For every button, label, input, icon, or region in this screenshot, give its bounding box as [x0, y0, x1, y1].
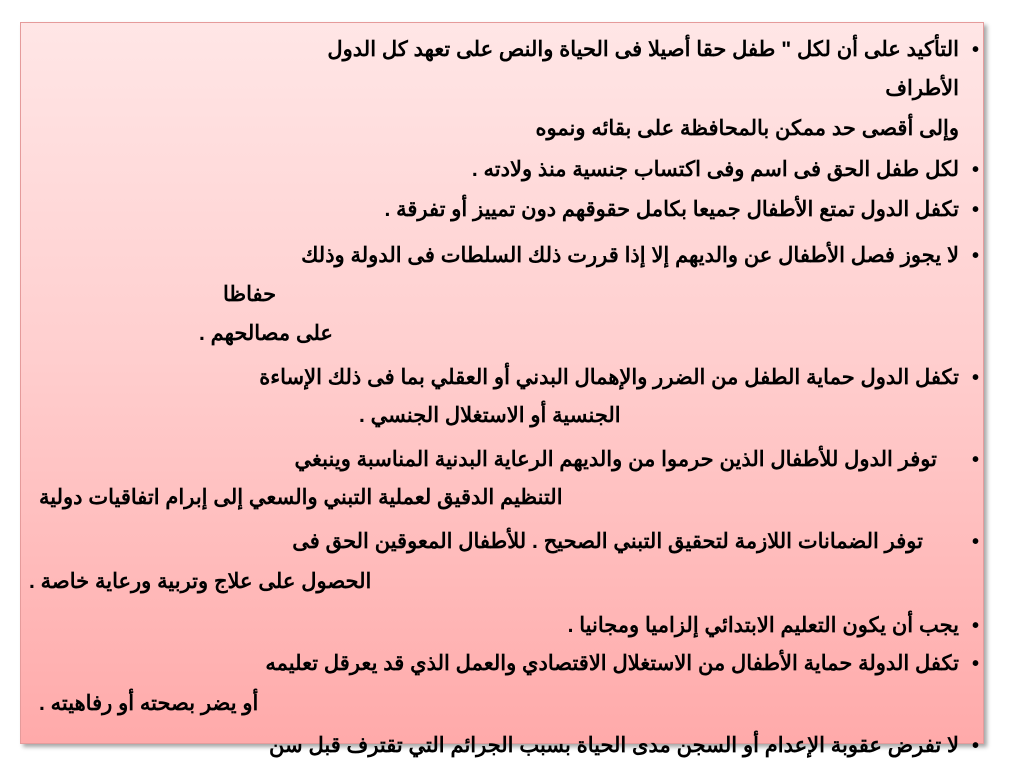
text-line-12-text: التنظيم الدقيق لعملية التبني والسعي إلى إبرام اتفاقيات دولية: [39, 486, 563, 509]
bullet-8: •: [971, 615, 979, 637]
text-line-17-text: أو يضر بصحته أو رفاهيته .: [39, 692, 259, 715]
text-line-18: لا تفرض عقوبة الإعدام أو السجن مدى الحياة بسبب الجرائم التي تقترف قبل سن: [269, 734, 959, 757]
bullet-3: •: [971, 199, 979, 221]
text-line-8-text: على مصالحهم .: [199, 322, 333, 345]
text-line-8: [31, 319, 959, 349]
bullet-9: •: [971, 653, 979, 675]
text-line-7: [31, 280, 959, 310]
text-line-12: [31, 483, 959, 513]
text-line-5: تكفل الدول تمتع الأطفال جميعا بكامل حقوقهم دون تمييز أو تفرقة .: [384, 198, 959, 221]
text-line-13: توفر الضمانات اللازمة لتحقيق التبني الصحيح . للأطفال المعوقين الحق فى: [292, 530, 923, 553]
slide-text-box: [20, 22, 984, 757]
text-line-3: وإلى أقصى حد ممكن بالمحافظة على بقائه ونموه: [535, 117, 959, 140]
text-line-14-text: الحصول على علاج وتربية ورعاية خاصة .: [29, 570, 372, 593]
bullet-7: •: [971, 531, 979, 553]
text-line-15-text: يجب أن يكون التعليم الابتدائي إلزاميا ومجانيا .: [567, 614, 959, 637]
text-line-15: [31, 611, 959, 641]
bullet-2: •: [971, 159, 979, 181]
text-line-10: [31, 401, 959, 431]
text-line-6: لا يجوز فصل الأطفال عن والديهم إلا إذا قررت ذلك السلطات فى الدولة وذلك: [301, 244, 959, 267]
text-line-7-text: حفاظا: [223, 283, 277, 306]
text-line-16: تكفل الدولة حماية الأطفال من الاستغلال الاقتصادي والعمل الذي قد يعرقل تعليمه: [265, 652, 959, 675]
text-line-17: [31, 689, 959, 719]
text-line-7-inner: [223, 280, 959, 310]
text-line-2: الأطراف: [885, 77, 959, 100]
bullet-6: •: [971, 449, 979, 471]
bullet-1: •: [971, 39, 979, 61]
text-line-1: التأكيد على أن لكل " طفل حقا أصيلا فى الحياة والنص على تعهد كل الدول: [327, 38, 959, 61]
bullet-4: •: [971, 245, 979, 267]
text-line-11: توفر الدول للأطفال الذين حرموا من والديهم الرعاية البدنية المناسبة وينبغي: [294, 448, 937, 471]
bullet-5: •: [971, 367, 979, 389]
text-line-10-text: الجنسية أو الاستغلال الجنسي .: [359, 404, 621, 427]
text-line-4: لكل طفل الحق فى اسم وفى اكتساب جنسية منذ ولادته .: [471, 158, 959, 181]
bullet-10: •: [971, 735, 979, 757]
text-line-9: تكفل الدول حماية الطفل من الضرر والإهمال البدني أو العقلي بما فى ذلك الإساءة: [259, 366, 959, 389]
text-line-14: [31, 567, 959, 597]
